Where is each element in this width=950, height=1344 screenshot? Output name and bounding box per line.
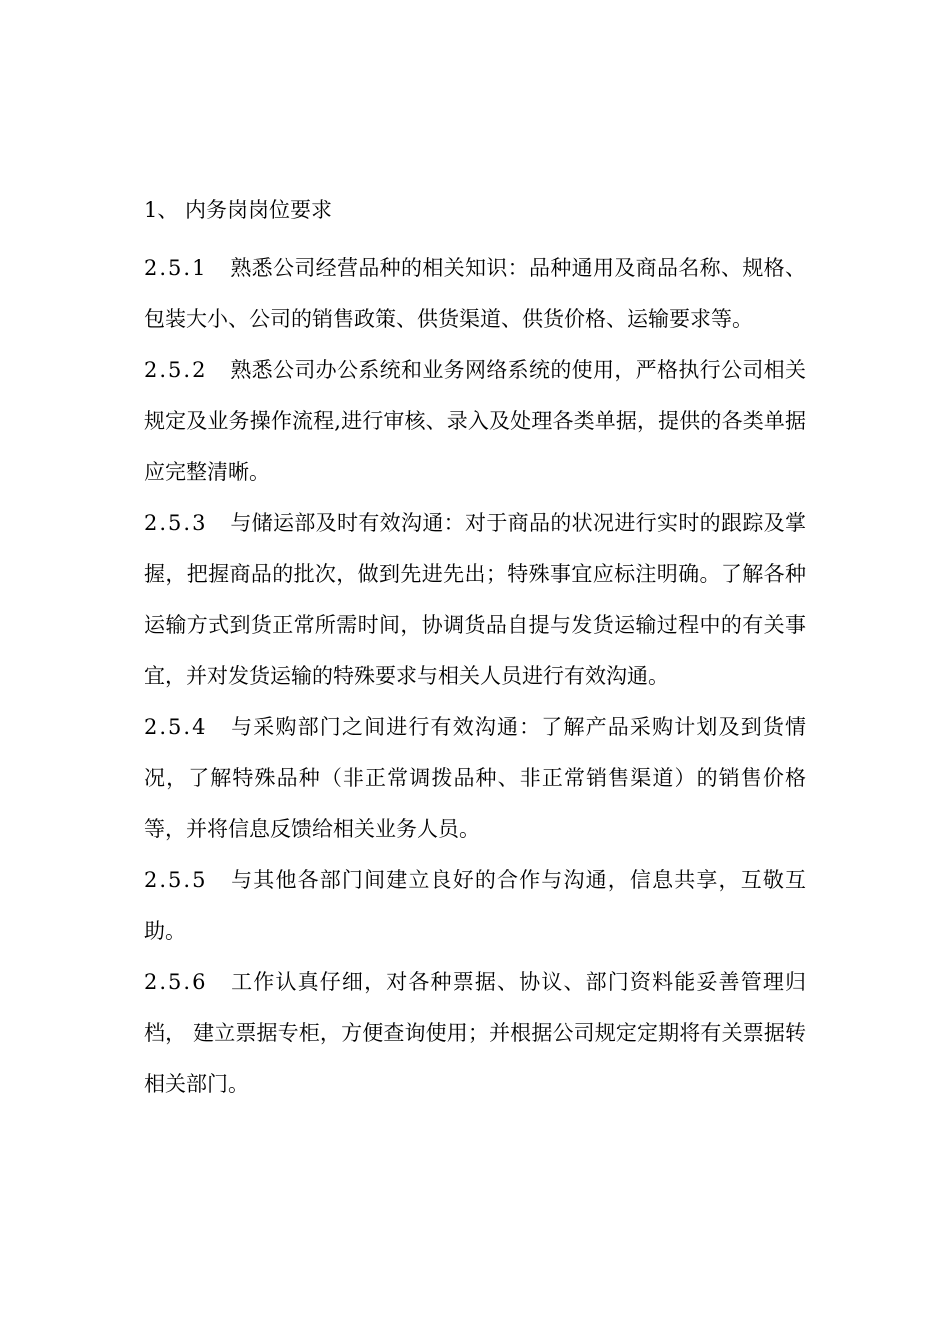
paragraph-2-5-1 — [144, 243, 806, 345]
section-heading: 1、 内务岗岗位要求 — [144, 198, 333, 222]
item-number: 2.5.3 — [144, 511, 208, 535]
item-number: 2.5.2 — [144, 358, 208, 382]
paragraph-2-5-2 — [144, 345, 806, 498]
item-text: 熟悉公司办公系统和业务网络系统的使用，严格执行公司相关规定及业务操作流程,进行审核、录入及处理各类单据，提供的各类单据应完整清晰。 — [144, 358, 806, 484]
paragraph-2-5-6 — [144, 957, 806, 1110]
item-number: 2.5.6 — [144, 970, 208, 994]
paragraph-2-5-5 — [144, 855, 806, 957]
item-number: 2.5.4 — [144, 715, 208, 739]
item-text: 与储运部及时有效沟通：对于商品的状况进行实时的跟踪及掌握，把握商品的批次，做到先进先出；特殊事宜应标注明确。了解各种运输方式到货正常所需时间，协调货品自提与发货运输过程中的有关事宜，并对发货运输的特殊要求与相关人员进行有效沟通。 — [144, 511, 806, 688]
paragraph-2-5-3 — [144, 498, 806, 702]
item-text: 熟悉公司经营品种的相关知识：品种通用及商品名称、规格、包装大小、公司的销售政策、供货渠道、供货价格、运输要求等。 — [144, 256, 806, 331]
item-number: 2.5.1 — [144, 256, 208, 280]
document-body — [144, 192, 806, 1110]
item-text: 与其他各部门间建立良好的合作与沟通，信息共享，互敬互助。 — [144, 868, 806, 943]
item-text: 工作认真仔细，对各种票据、协议、部门资料能妥善管理归档， 建立票据专柜，方便查询使用；并根据公司规定定期将有关票据转相关部门。 — [144, 970, 806, 1096]
item-text: 与采购部门之间进行有效沟通：了解产品采购计划及到货情况，了解特殊品种（非正常调拨品种、非正常销售渠道）的销售价格等，并将信息反馈给相关业务人员。 — [144, 715, 806, 841]
item-number: 2.5.5 — [144, 868, 208, 892]
paragraph-2-5-4 — [144, 702, 806, 855]
